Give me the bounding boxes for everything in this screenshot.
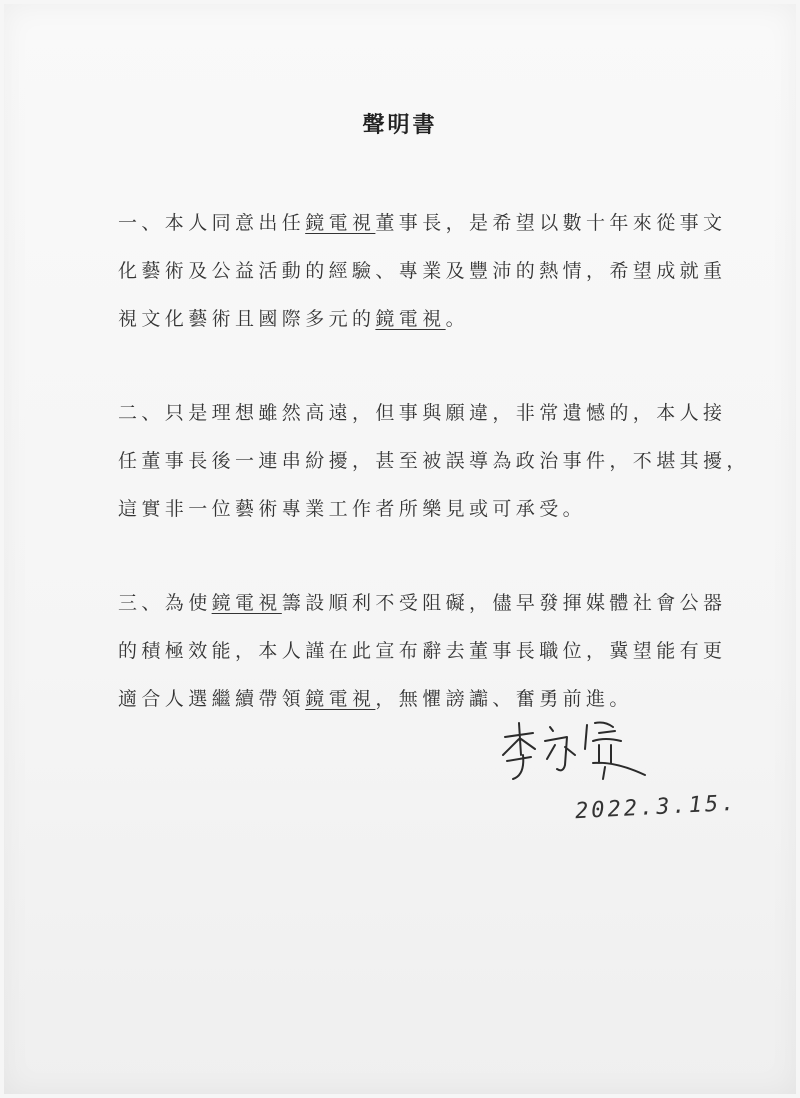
text-line	[118, 398, 726, 425]
underlined-text: 鏡電視	[375, 308, 446, 330]
text-line	[118, 304, 469, 331]
text-line	[118, 446, 750, 473]
underlined-text: 鏡電視	[305, 212, 376, 234]
text: 董事長，是希望以數十年來從事文	[375, 212, 727, 234]
text: 二、只是理想雖然高遠，但事與願違，非常遺憾的，本人接	[118, 402, 727, 424]
text-line	[118, 256, 726, 283]
text: 。	[445, 308, 470, 330]
underlined-text: 鏡電視	[211, 592, 282, 614]
text: 籌設順利不受阻礙，儘早發揮媒體社會公器	[281, 592, 727, 614]
text: 任董事長後一連串紛擾，甚至被誤導為政治事件，不堪其擾，	[118, 450, 750, 472]
text-line	[118, 588, 726, 615]
text-line	[118, 494, 586, 521]
text: 三、為使	[118, 592, 212, 614]
text: ，無懼謗讟、奮勇前進。	[375, 688, 633, 710]
document-page	[4, 4, 796, 1094]
text: 一、本人同意出任	[118, 212, 306, 234]
text-line	[118, 636, 726, 663]
underlined-text: 鏡電視	[305, 688, 376, 710]
document-title: 聲明書	[362, 112, 438, 138]
signature-date: 2022.3.15.	[574, 790, 738, 825]
handwritten-signature	[495, 715, 665, 790]
text-line	[118, 684, 633, 711]
text-line	[118, 208, 726, 235]
text: 視文化藝術且國際多元的	[118, 308, 376, 330]
text: 化藝術及公益活動的經驗、專業及豐沛的熱情，希望成就重	[118, 260, 727, 282]
text: 的積極效能，本人謹在此宣布辭去董事長職位，冀望能有更	[118, 640, 727, 662]
text: 適合人選繼續帶領	[118, 688, 306, 710]
text: 這實非一位藝術專業工作者所樂見或可承受。	[118, 498, 587, 520]
